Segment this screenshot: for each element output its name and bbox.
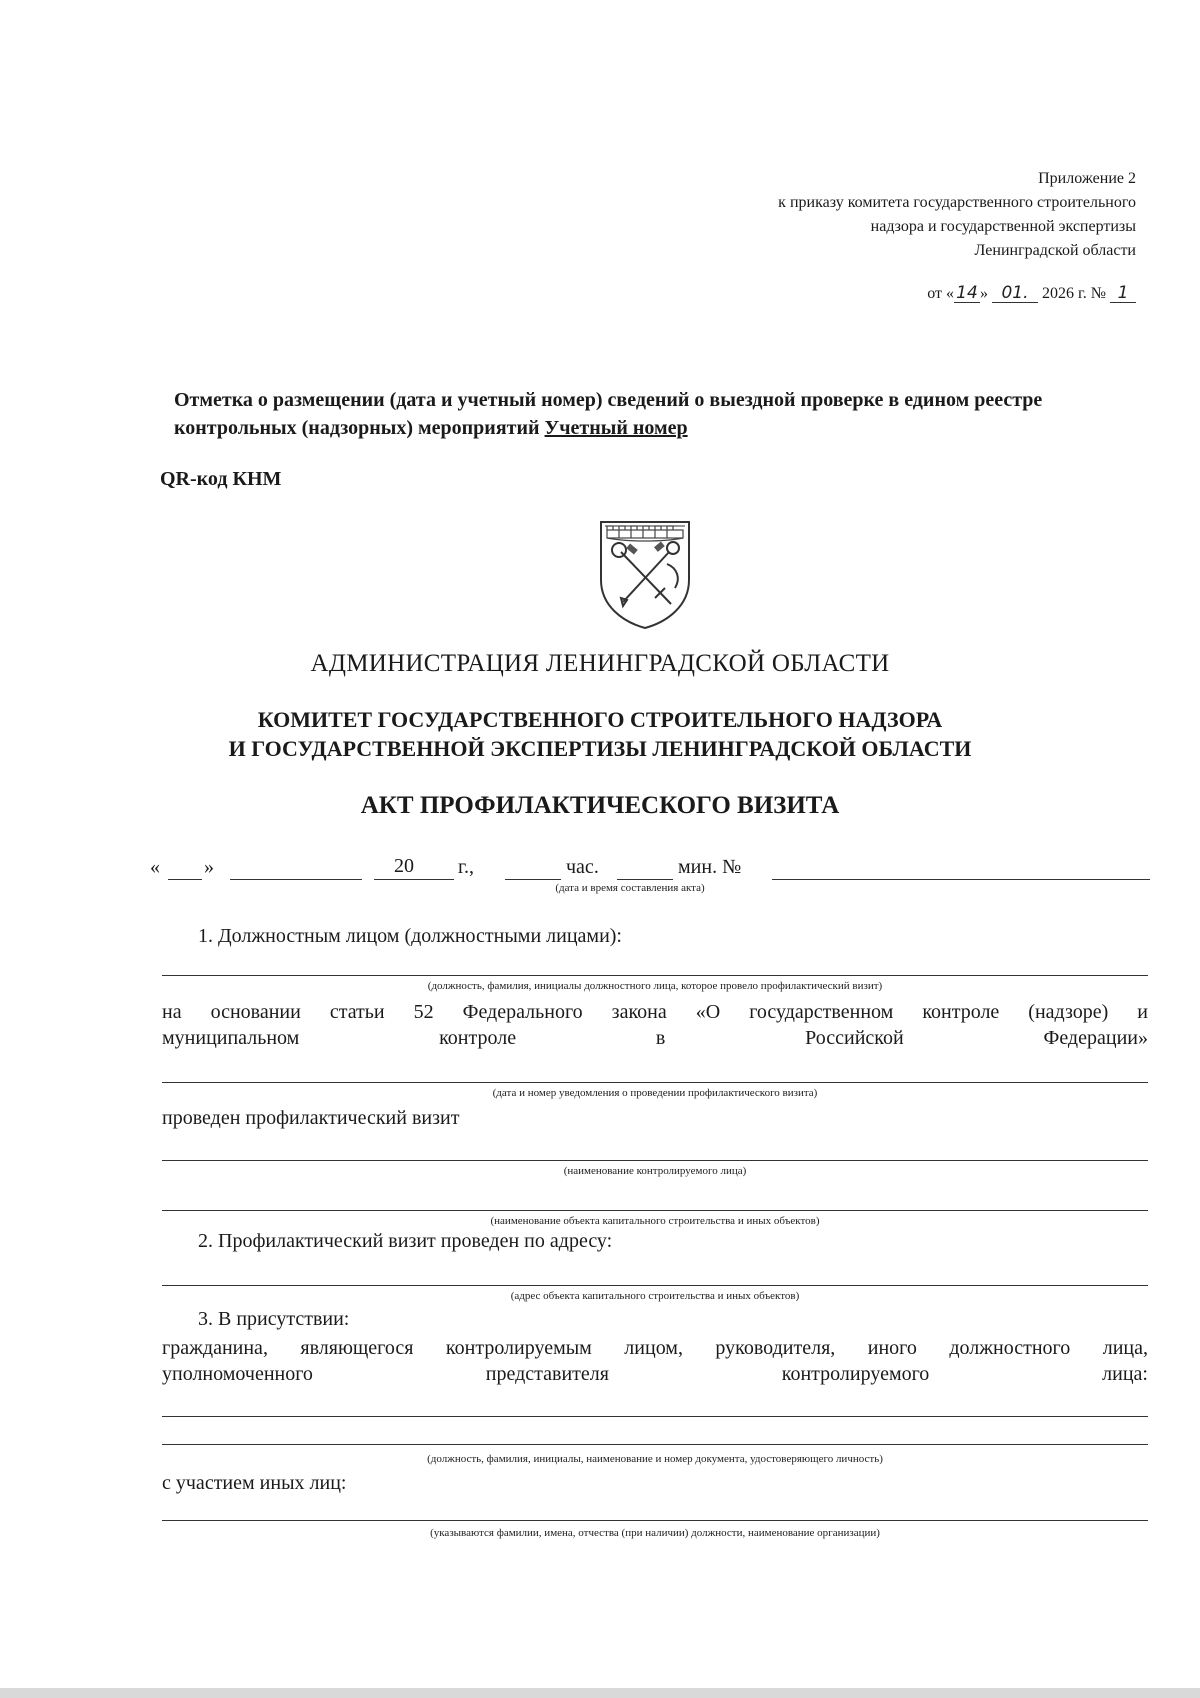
section-3-title: 3. В присутствии: — [198, 1308, 350, 1330]
appendix-line-3: надзора и государственной экспертизы — [870, 218, 1136, 235]
administration-title: АДМИНИСТРАЦИЯ ЛЕНИНГРАДСКОЙ ОБЛАСТИ — [310, 650, 890, 677]
year-input-line[interactable] — [374, 879, 454, 880]
day-input-line[interactable] — [168, 879, 202, 880]
committee-line-1: КОМИТЕТ ГОСУДАРСТВЕННОГО СТРОИТЕЛЬНОГО НАДЗОРА — [257, 707, 943, 732]
date-close-quote: » — [204, 856, 214, 878]
act-number-input-line[interactable] — [772, 879, 1150, 880]
hours-label: час. — [566, 856, 599, 878]
presence-line-2 — [162, 1361, 1148, 1387]
hours-input-line[interactable] — [505, 879, 561, 880]
appendix-line-4: Ленинградской области — [974, 242, 1136, 259]
registry-number-label: Учетный номер — [544, 417, 688, 439]
minutes-input-line[interactable] — [617, 879, 673, 880]
basis-word: Федерации» — [1043, 1027, 1148, 1049]
section-1-title: 1. Должностным лицом (должностными лицами): — [198, 925, 622, 947]
other-persons-caption: (указываются фамилии, имена, отчества (при наличии) должности, наименование организации) — [430, 1527, 880, 1539]
basis-word: Российской — [805, 1027, 904, 1049]
year-prefix: 20 — [394, 855, 414, 877]
presence-word: контролируемого — [781, 1363, 930, 1385]
conducted-text: проведен профилактический визит — [162, 1107, 460, 1129]
address-caption: (адрес объекта капитального строительства и иных объектов) — [510, 1290, 800, 1302]
handwritten-day: 14 — [954, 284, 980, 303]
presence-word: лица: — [1102, 1363, 1148, 1385]
controlled-person-caption: (наименование контролируемого лица) — [563, 1165, 747, 1177]
leningrad-oblast-coat-of-arms-icon — [597, 518, 693, 630]
committee-title — [0, 705, 1200, 763]
notice-caption: (дата и номер уведомления о проведении профилактического визита) — [492, 1087, 818, 1099]
minutes-number-label: мин. № — [678, 856, 742, 878]
section-2-title: 2. Профилактический визит проведен по адресу: — [198, 1230, 613, 1252]
date-quote-close: » — [979, 285, 988, 302]
act-title: АКТ ПРОФИЛАКТИЧЕСКОГО ВИЗИТА — [360, 792, 840, 819]
object-input-line[interactable] — [162, 1210, 1148, 1211]
handwritten-number: 1 — [1110, 284, 1136, 303]
appendix-date — [927, 284, 1136, 303]
object-caption: (наименование объекта капитального строительства и иных объектов) — [490, 1215, 820, 1227]
year-suffix: г., — [458, 856, 474, 878]
presence-word: представителя — [485, 1363, 609, 1385]
appendix-line-1: Приложение 2 — [1038, 170, 1136, 187]
date-year-text: 2026 г. № — [1041, 285, 1106, 302]
basis-word: в — [655, 1027, 666, 1049]
date-open-quote: « — [150, 856, 160, 878]
identity-caption: (должность, фамилия, инициалы, наименование и номер документа, удостоверяющего личность) — [427, 1453, 883, 1465]
handwritten-month: 01. — [992, 284, 1038, 303]
other-persons-text: с участием иных лиц: — [162, 1472, 347, 1494]
official-input-line[interactable] — [162, 975, 1148, 976]
other-persons-input-line[interactable] — [162, 1520, 1148, 1521]
page-bottom-edge — [0, 1688, 1200, 1698]
appendix-line-2: к приказу комитета государственного строительного — [778, 194, 1136, 211]
registry-note-text: Отметка о размещении (дата и учетный номер) сведений о выездной проверке в едином реестре контрольных (надзорных) мероприятий — [174, 389, 1043, 439]
representative-input-line-2[interactable] — [162, 1444, 1148, 1445]
official-caption: (должность, фамилия, инициалы должностного лица, которое провело профилактический визит) — [427, 980, 883, 992]
presence-word: уполномоченного — [162, 1363, 313, 1385]
basis-line-2 — [162, 1025, 1148, 1051]
address-input-line[interactable] — [162, 1285, 1148, 1286]
basis-line-1: на основании статьи 52 Федерального закона «О государственном контроле (надзоре) и — [162, 1001, 1148, 1023]
basis-word: муниципальном — [162, 1027, 300, 1049]
date-row-caption: (дата и время составления акта) — [555, 882, 705, 894]
notice-input-line[interactable] — [162, 1082, 1148, 1083]
representative-input-line-1[interactable] — [162, 1416, 1148, 1417]
date-prefix: от « — [927, 285, 954, 302]
committee-line-2: И ГОСУДАРСТВЕННОЙ ЭКСПЕРТИЗЫ ЛЕНИНГРАДСКОЙ ОБЛАСТИ — [228, 736, 972, 761]
qr-label: QR-код КНМ — [160, 468, 282, 490]
controlled-person-input-line[interactable] — [162, 1160, 1148, 1161]
registry-note — [174, 386, 1164, 442]
appendix-block — [778, 167, 1136, 263]
month-input-line[interactable] — [230, 879, 362, 880]
basis-word: контроле — [439, 1027, 517, 1049]
presence-line-1: гражданина, являющегося контролируемым лицом, руководителя, иного должностного лица, — [162, 1337, 1148, 1359]
